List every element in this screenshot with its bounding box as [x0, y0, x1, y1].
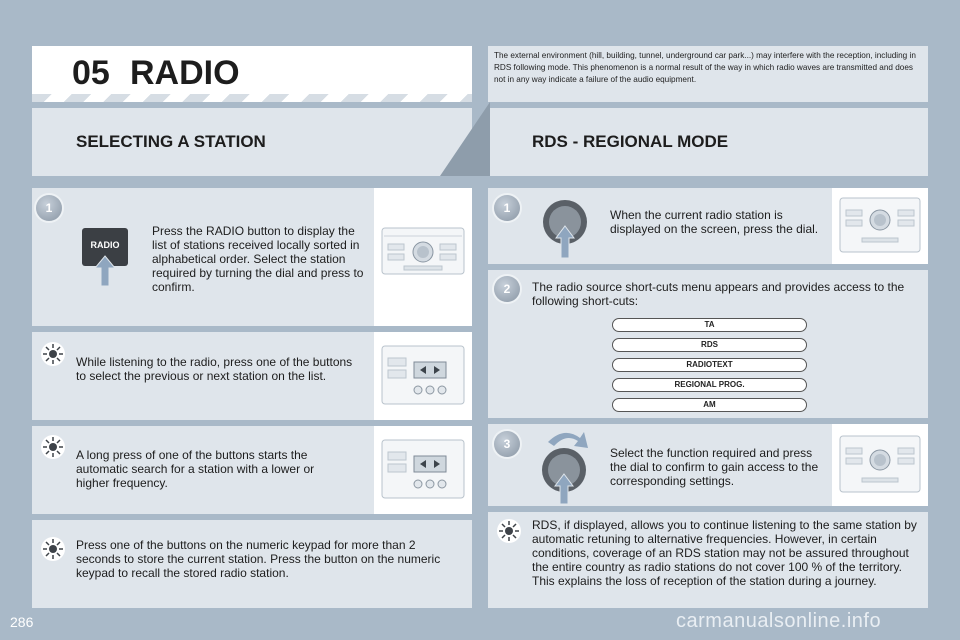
keypad-illustration [374, 426, 472, 514]
radio-button-label: RADIO [90, 240, 120, 250]
right-tip-text: RDS, if displayed, allows you to continue listening to the same station by automatic retuning to alternative frequencies. However, in certain conditions, coverage of an RDS station may not be assured throughout the entire country as radio stations do not cover 100 % of the territory. This explains the loss of reception of the station during a journey. [532, 518, 917, 588]
reception-note: The external environment (hill, building, tunnel, underground car park...) may interfere with the reception, including in RDS following mode. This phenomenon is a normal result of the way in which radio waves are transmitted and does not in any way indicate a failure of the audio equipment. [488, 46, 928, 102]
tip-sun-icon [40, 434, 66, 460]
shortcut-am[interactable]: AM [612, 398, 807, 412]
left-tip2-keypad-image [374, 426, 472, 514]
right-step3-dashboard-image [832, 424, 928, 506]
right-step1-dashboard-image [832, 188, 928, 264]
right-step3-text: Select the function required and press the dial to confirm to gain access to the corresponding settings. [610, 446, 819, 488]
step-number-1: 1 [494, 195, 520, 221]
step-number-2: 2 [494, 276, 520, 302]
step-number-3: 3 [494, 431, 520, 457]
shortcut-regional-prog[interactable]: REGIONAL PROG. [612, 378, 807, 392]
shortcut-radiotext[interactable]: RADIOTEXT [612, 358, 807, 372]
left-tip1-text: While listening to the radio, press one of the buttons to select the previous or next station on the list. [76, 355, 353, 383]
tip-sun-icon [40, 536, 66, 562]
console-illustration [374, 188, 472, 326]
keypad-illustration [374, 332, 472, 420]
section-bar-left [32, 108, 472, 176]
left-tip2-text: A long press of one of the buttons starts the automatic search for a station with a lower or higher frequency. [76, 448, 315, 490]
step-number-1: 1 [36, 195, 62, 221]
console-illustration [832, 424, 928, 506]
chapter-title: RADIO [130, 54, 240, 92]
watermark: carmanualsonline.info [676, 610, 882, 632]
shortcut-ta[interactable]: TA [612, 318, 807, 332]
left-tip3-text: Press one of the buttons on the numeric keypad for more than 2 seconds to store the current station. Press the button on the numeric keypad to recall the stored radio station. [76, 538, 441, 580]
header-stripe [32, 94, 472, 102]
radio-button-illustration [80, 226, 130, 288]
section-title-rds: RDS - REGIONAL MODE [532, 132, 729, 151]
section-divider-diagonal [440, 102, 490, 176]
section-title-selecting: SELECTING A STATION [76, 132, 266, 151]
dial-press-icon [540, 198, 590, 260]
left-step1-text: Press the RADIO button to display the list of stations received locally sorted in alphabetical order. Select the station required by turning the dial and press to confirm. [152, 224, 364, 294]
tip-sun-icon [496, 518, 522, 544]
right-step1-text: When the current radio station is displayed on the screen, press the dial. [610, 208, 819, 236]
press-arrow-icon [80, 226, 130, 288]
chapter-number: 05 [72, 54, 110, 92]
left-tip1-keypad-image [374, 332, 472, 420]
section-bar-right [488, 108, 928, 176]
console-illustration [832, 188, 928, 264]
left-step1-dashboard-image [374, 188, 472, 326]
right-step2-text: The radio source short-cuts menu appears and provides access to the following short-cuts: [532, 280, 905, 308]
page-number: 286 [10, 614, 34, 630]
dial-turn-press-icon [536, 424, 596, 506]
tip-sun-icon [40, 341, 66, 367]
shortcut-rds[interactable]: RDS [612, 338, 807, 352]
